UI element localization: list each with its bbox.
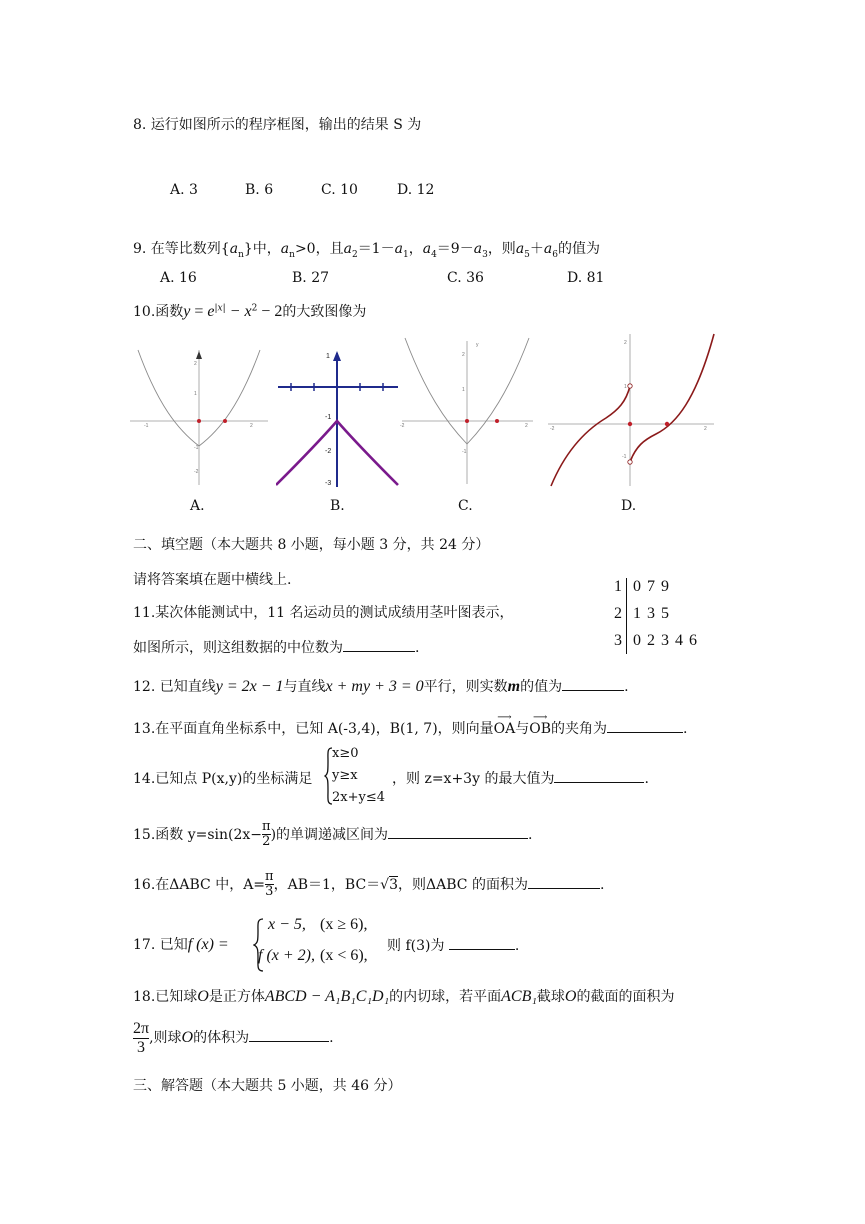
section3-title: 三、解答题（本大题共 5 小题，共 46 分）: [133, 1078, 402, 1094]
svg-text:-2: -2: [400, 423, 405, 429]
leaf-row-1: 0 7 9: [633, 578, 669, 595]
vector-ob: ⟶ OB: [529, 712, 552, 737]
q17-case1-expr: x − 5,: [268, 916, 306, 933]
graph-d-open-dot-top: [628, 384, 632, 388]
sqrt-symbol: √3: [380, 876, 399, 893]
graph-a-dot-right: [223, 419, 227, 423]
q14-blank: [554, 768, 644, 783]
graph-a-arrow: [196, 351, 202, 359]
section2-instruction: 请将答案填在题中横线上.: [133, 572, 292, 588]
svg-text:2: 2: [250, 423, 253, 429]
graph-c-dot-origin: [465, 419, 469, 423]
q17-tail: 则 f(3)为 .: [387, 935, 519, 955]
graph-a-label: A.: [190, 498, 205, 514]
q18-blank: [249, 1027, 329, 1042]
graph-b: [276, 345, 400, 487]
q8-option-b: B. 6: [245, 182, 274, 198]
q18-line1: 18.已知球O是正方体ABCD − A₁B₁C₁D₁的内切球，若平面ACB₁截球O的截面的面积为: [133, 988, 675, 1005]
q14-tail: ，则 z=x+3y 的最大值为 .: [392, 768, 649, 788]
q9-option-b: B. 27: [292, 270, 330, 286]
q14-cond-3: 2x+y≤4: [332, 790, 386, 805]
q18-fraction: $\frac{2\pi}{3}$: [133, 1020, 150, 1056]
graph-d-curve-left: [551, 386, 630, 486]
graph-b-arrow: [333, 351, 341, 361]
q15-fraction: $\frac{\pi}{2}$: [262, 819, 271, 850]
q14-cond-1: x≥0: [332, 746, 359, 761]
q17-case2-cond: (x < 6),: [320, 947, 368, 964]
graph-d-dot-right: [665, 422, 669, 426]
graph-a-dot-origin: [197, 419, 201, 423]
q17-case2-expr: f (x + 2),: [258, 947, 315, 964]
q11-line1: 11.某次体能测试中，11 名运动员的测试成绩用茎叶图表示，: [133, 605, 514, 621]
q11-blank: [343, 637, 415, 652]
q17-case1-cond: (x ≥ 6),: [320, 916, 368, 933]
q13-text: 13.在平面直角坐标系中，已知 A(-3,4)，B(1, 7)，则向量 ⟶ OA与 ⟶ OB的夹角为 .: [133, 712, 688, 737]
svg-text:y: y: [476, 342, 479, 348]
vector-oa: ⟶ OA: [493, 712, 516, 737]
svg-text:2: 2: [194, 361, 197, 367]
leaf-row-3: 0 2 3 4 6: [633, 632, 697, 649]
q16-blank: [528, 874, 600, 889]
stem-1: 1: [614, 578, 622, 595]
svg-text:-1: -1: [462, 449, 467, 455]
q8-option-d: D. 12: [397, 182, 435, 198]
q10-text: 10.函数$y = e^{|x|} - x^2 - 2$的大致图像为: [133, 303, 367, 320]
q16-fraction: $\frac{\pi}{3}$: [265, 869, 274, 900]
section2-title: 二、填空题（本大题共 8 小题，每小题 3 分，共 24 分）: [133, 537, 490, 553]
q17-blank: [449, 935, 515, 950]
svg-text:-3: -3: [325, 480, 332, 487]
q15-blank: [388, 824, 528, 839]
q11-line2: 如图所示，则这组数据的中位数为 .: [133, 637, 419, 657]
leaf-row-2: 1 3 5: [633, 605, 669, 622]
q12-text: 12. 已知直线y = 2x − 1与直线x + my + 3 = 0平行，则实数m的值为 .: [133, 678, 629, 695]
q9-option-a: A. 16: [160, 270, 197, 286]
graph-d: [546, 330, 716, 488]
svg-text:2: 2: [704, 426, 707, 432]
q16-text: 16.在ΔABC 中，A= $\frac{\pi}{3}$ ，AB＝1，BC＝√3，则ΔABC 的面积为 .: [133, 869, 605, 900]
q15-text: 15.函数 y=sin(2x− $\frac{\pi}{2}$ )的单调递减区间为 .: [133, 819, 533, 850]
q8-text: 8. 运行如图所示的程序框图，输出的结果 S 为: [133, 117, 422, 133]
svg-text:2: 2: [462, 352, 465, 358]
svg-text:2: 2: [525, 423, 528, 429]
graph-d-dot-origin: [628, 422, 632, 426]
graph-c-dot-right: [495, 419, 499, 423]
svg-text:1: 1: [462, 387, 465, 393]
stem-leaf-divider: [626, 578, 627, 654]
svg-text:-1: -1: [622, 454, 627, 460]
q8-option-c: C. 10: [321, 182, 358, 198]
svg-text:-1: -1: [194, 445, 199, 451]
svg-text:1: 1: [194, 391, 197, 397]
graph-b-label: B.: [330, 498, 345, 514]
svg-text:-2: -2: [194, 469, 199, 475]
svg-text:-1: -1: [144, 423, 149, 429]
q17-prefix: 17. 已知f (x) =: [133, 936, 229, 953]
svg-text:-2: -2: [550, 426, 555, 432]
graph-d-label: D.: [621, 498, 637, 514]
q9-option-d: D. 81: [567, 270, 605, 286]
graph-a: [128, 345, 270, 487]
graph-c: [400, 336, 535, 486]
q9-option-c: C. 36: [447, 270, 484, 286]
graph-c-label: C.: [458, 498, 473, 514]
svg-text:-2: -2: [325, 448, 332, 455]
q18-line2: $\frac{2\pi}{3}$ ,则球O的体积为 .: [133, 1020, 334, 1056]
stem-2: 2: [614, 605, 622, 622]
svg-text:-1: -1: [325, 414, 332, 421]
q14-prefix: 14.已知点 P(x,y)的坐标满足: [133, 771, 313, 787]
q13-blank: [607, 718, 683, 733]
q14-cond-2: y≥x: [332, 768, 358, 783]
q12-blank: [562, 676, 624, 691]
graph-d-curve-right: [630, 334, 714, 462]
svg-text:2: 2: [624, 340, 627, 346]
stem-3: 3: [614, 632, 622, 649]
q9-text: 9. 在等比数列$\{a_n\}$中，$a_n>0$，且$a_2=1-a_1$，$a_4=9-a_3$，则$a_5+a_6$的值为: [133, 241, 600, 260]
graph-d-open-dot-bottom: [628, 460, 632, 464]
svg-text:1: 1: [624, 384, 627, 390]
q8-option-a: A. 3: [170, 182, 198, 198]
svg-text:1: 1: [326, 353, 330, 360]
